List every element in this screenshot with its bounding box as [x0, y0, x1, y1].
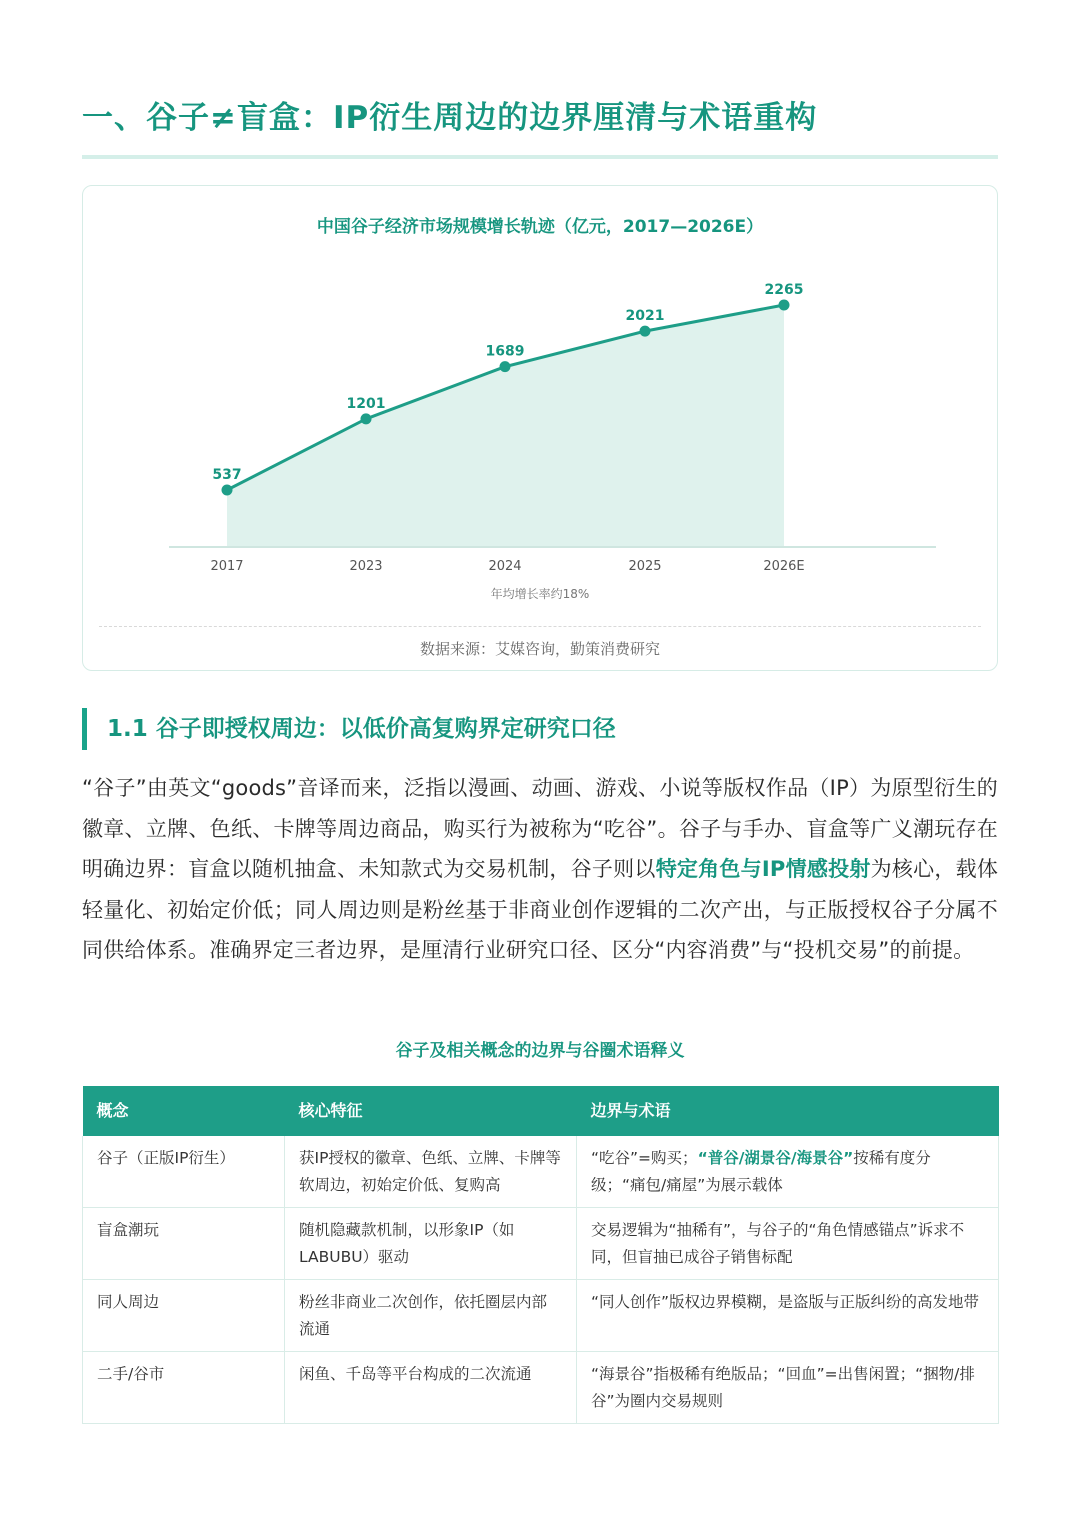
header-boundary: 边界与术语 — [577, 1086, 999, 1136]
x-tick-label: 2024 — [488, 559, 522, 574]
cell-concept: 盲盒潮玩 — [83, 1208, 285, 1280]
area-fill — [227, 305, 784, 547]
header-concept: 概念 — [83, 1086, 285, 1136]
cell-concept: 二手/谷市 — [83, 1352, 285, 1424]
table-row — [83, 1208, 999, 1280]
cell-feature: 粉丝非商业二次创作，依托圈层内部流通 — [285, 1280, 577, 1352]
data-point — [640, 326, 651, 337]
data-point — [222, 485, 233, 496]
chart-title: 中国谷子经济市场规模增长轨迹（亿元，2017—2026E） — [316, 217, 764, 237]
data-label: 2021 — [625, 308, 665, 325]
cell-concept: 同人周边 — [83, 1280, 285, 1352]
chart-source: 数据来源：艾媒咨询，勤策消费研究 — [419, 640, 660, 658]
x-tick-label: 2025 — [628, 559, 662, 574]
cell-text: 按稀有度分级；“痛包/痛屋”为展示载体 — [591, 1149, 931, 1194]
data-label: 2265 — [764, 282, 804, 298]
body-paragraph — [82, 768, 998, 971]
cell-boundary: 交易逻辑为“抽稀有”，与谷子的“角色情感锚点”诉求不同，但盲抽已成谷子销售标配 — [577, 1208, 999, 1280]
data-label: 1201 — [346, 395, 386, 412]
table-row — [83, 1136, 999, 1208]
terms-table — [82, 1086, 999, 1424]
cell-feature: 闲鱼、千岛等平台构成的二次流通 — [285, 1352, 577, 1424]
cell-concept: 谷子（正版IP衍生） — [83, 1136, 285, 1208]
paragraph-text: 为核心，载体轻量化、初始定价低；同人周边则是粉丝基于非商业创作逻辑的二次产出，与正版授权谷子分属不同供给体系。准确界定三者边界，是厘清行业研究口径、区分“内容消费”与“投机交易”的前提。 — [82, 857, 999, 963]
cell-feature: 随机隐藏款机制，以形象IP（如LABUBU）驱动 — [285, 1208, 577, 1280]
x-tick-label: 2026E — [763, 559, 805, 574]
subsection-heading: 1.1 谷子即授权周边：以低价高复购界定研究口径 — [82, 708, 616, 750]
cell-boundary: “同人创作”版权边界模糊，是盗版与正版纠纷的高发地带 — [577, 1280, 999, 1352]
cell-boundary: “海景谷”指极稀有绝版品；“回血”=出售闲置；“捆物/排谷”为圈内交易规则 — [577, 1352, 999, 1424]
cell-feature: 获IP授权的徽章、色纸、立牌、卡牌等软周边，初始定价低、复购高 — [285, 1136, 577, 1208]
cell-boundary — [577, 1136, 999, 1208]
chart-divider — [99, 626, 981, 627]
table-header-row — [83, 1086, 999, 1136]
cell-text: “吃谷”=购买； — [591, 1149, 698, 1167]
cell-highlight: “普谷/湖景谷/海景谷” — [697, 1149, 854, 1167]
table-title: 谷子及相关概念的边界与谷圈术语释义 — [395, 1041, 685, 1061]
data-point — [361, 413, 372, 424]
section-heading: 一、谷子≠盲盒：IP衍生周边的边界厘清与术语重构 — [82, 100, 818, 136]
table-row — [83, 1280, 999, 1352]
area-chart — [83, 186, 997, 626]
header-feature: 核心特征 — [285, 1086, 577, 1136]
x-tick-label: 2017 — [210, 559, 244, 574]
data-point — [500, 361, 511, 372]
chart-growth-note: 年均增长率约18% — [490, 587, 590, 601]
paragraph-highlight: 特定角色与IP情感投射 — [655, 857, 871, 882]
data-point — [779, 300, 790, 311]
heading-underline — [82, 155, 998, 159]
data-label: 537 — [212, 467, 242, 483]
data-label: 1689 — [485, 343, 525, 360]
x-tick-label: 2023 — [349, 559, 383, 574]
table-row — [83, 1352, 999, 1424]
paragraph-text: “谷子”由英文“goods”音译而来，泛指以漫画、动画、游戏、小说等版权作品（IP）为原型衍生的徽章、立牌、色纸、卡牌等周边商品，购买行为被称为“吃谷”。谷子与手办、盲盒等广义潮玩存在明确边界：盲盒以随机抽盒、未知款式为交易机制，谷子则以 — [82, 776, 998, 882]
chart-card — [82, 185, 998, 671]
